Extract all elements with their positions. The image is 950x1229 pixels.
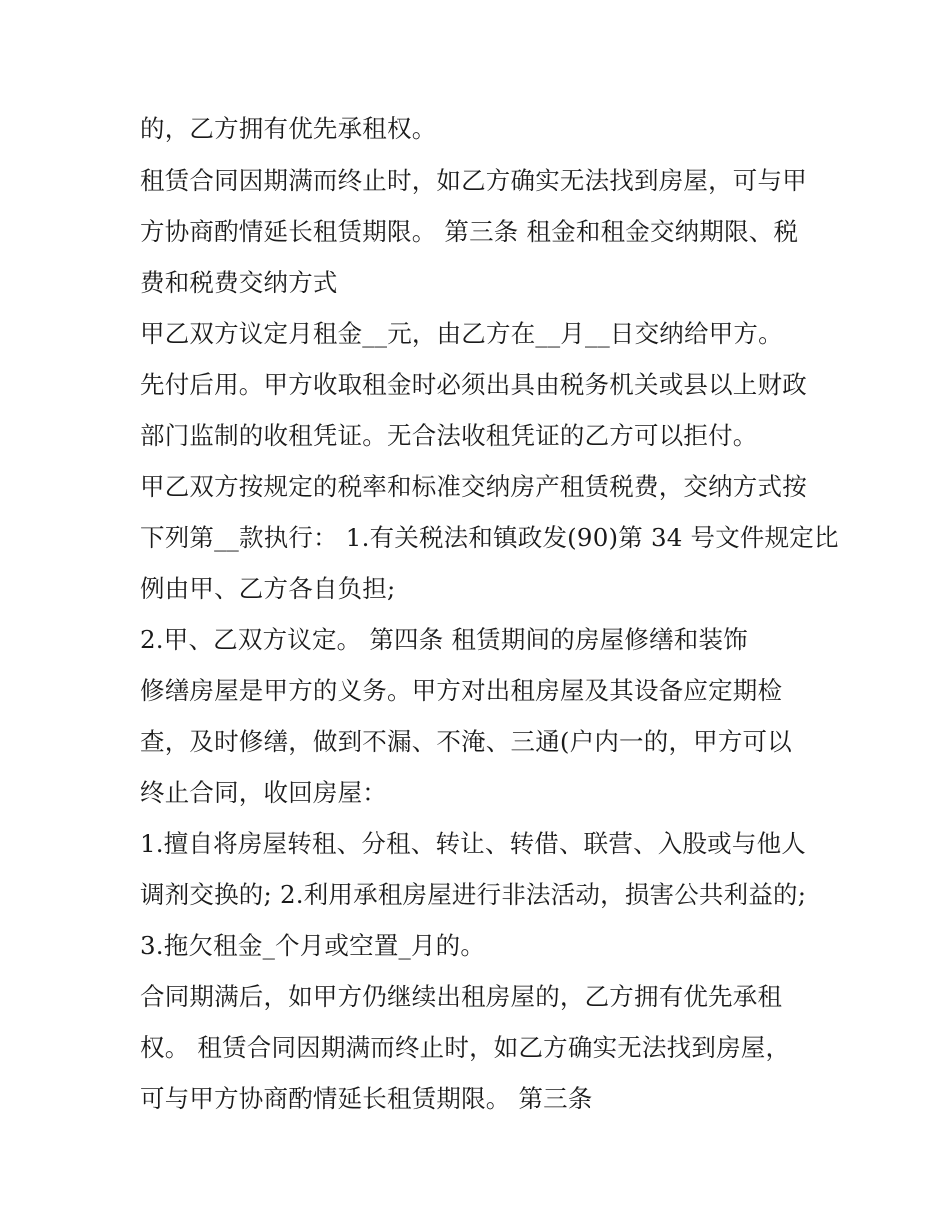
text-line: 费和税费交纳方式 bbox=[140, 268, 338, 297]
text-line: 终止合同，收回房屋： bbox=[140, 778, 387, 807]
text-line: 甲乙双方按规定的税率和标准交纳房产租赁税费，交纳方式按 bbox=[140, 472, 807, 501]
text-line: 3.拖欠租金_个月或空置_月的。 bbox=[140, 931, 486, 960]
text-line: 方协商酌情延长租赁期限。 第三条 租金和租金交纳期限、税 bbox=[140, 217, 799, 246]
text-line: 修缮房屋是甲方的义务。甲方对出租房屋及其设备应定期检 bbox=[140, 676, 783, 705]
text-line: 先付后用。甲方收取租金时必须出具由税务机关或县以上财政 bbox=[140, 370, 807, 399]
text-line: 1.擅自将房屋转租、分租、转让、转借、联营、入股或与他人 bbox=[140, 829, 806, 858]
text-line: 例由甲、乙方各自负担; bbox=[140, 574, 396, 603]
text-line: 甲乙双方议定月租金__元，由乙方在__月__日交纳给甲方。 bbox=[140, 319, 783, 348]
text-line: 租赁合同因期满而终止时，如乙方确实无法找到房屋，可与甲 bbox=[140, 166, 807, 195]
text-line: 部门监制的收租凭证。无合法收租凭证的乙方可以拒付。 bbox=[140, 421, 758, 450]
text-line: 2.甲、乙双方议定。 第四条 租赁期间的房屋修缮和装饰 bbox=[140, 625, 748, 654]
text-line: 下列第__款执行： 1.有关税法和镇政发(90)第 34 号文件规定比 bbox=[140, 523, 839, 552]
text-line: 合同期满后，如甲方仍继续出租房屋的，乙方拥有优先承租 bbox=[140, 982, 783, 1011]
text-line: 调剂交换的; 2.利用承租房屋进行非法活动，损害公共利益的; bbox=[140, 880, 807, 909]
text-line: 可与甲方协商酌情延长租赁期限。 第三条 bbox=[140, 1084, 593, 1113]
text-line: 查，及时修缮，做到不漏、不淹、三通(户内一的，甲方可以 bbox=[140, 727, 792, 756]
text-line: 的，乙方拥有优先承租权。 bbox=[140, 114, 437, 143]
text-line: 权。 租赁合同因期满而终止时，如乙方确实无法找到房屋， bbox=[140, 1033, 791, 1062]
